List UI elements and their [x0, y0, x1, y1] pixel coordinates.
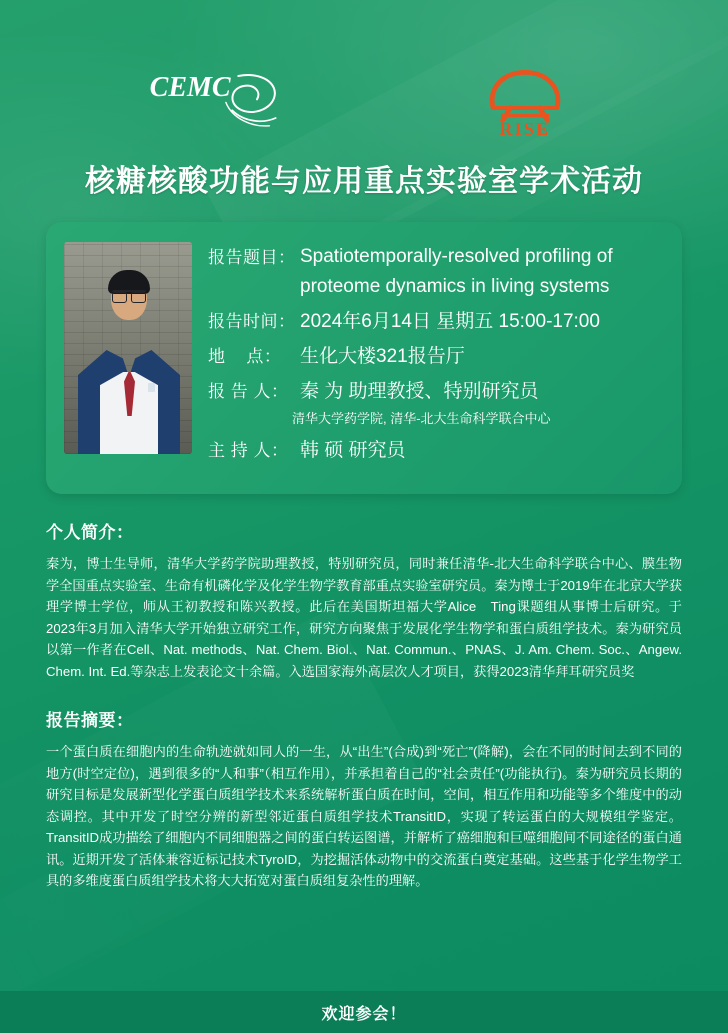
speaker-affiliation: 清华大学药学院, 清华-北大生命科学联合中心: [292, 411, 551, 426]
footer-welcome-text: 欢迎参会！: [321, 1005, 407, 1023]
info-value-speaker: 秦 为 助理教授、特别研究员: [300, 381, 539, 402]
info-value-topic: Spatiotemporally-resolved profiling of proteome dynamics in living systems: [300, 246, 613, 297]
bio-section: [46, 518, 682, 682]
info-row-topic: [208, 242, 664, 302]
event-info-card: [46, 222, 682, 494]
info-row-host: [208, 435, 664, 466]
glasses-icon: [112, 290, 146, 299]
bio-text: 秦为，博士生导师，清华大学药学院助理教授，特别研究员，同时兼任清华-北大生命科学联合中心、膜生物学全国重点实验室、生命有机磷化学及化学生物学教育部重点实验室研究员。秦为博士于2019年在北京大学获理学博士学位，师从王初教授和陈兴教授。此后在美国斯坦福大学Alice Ting课题组从事博士后研究。于2023年3月加入清华大学开始独立研究工作，研究方向聚焦于发展化学生物学和蛋白质组学技术。秦为研究员以第一作者在Cell、Nat. methods、Nat. Chem. Biol.、Nat. Commun.、PNAS、J. Am. Chem. Soc.、Angew. Chem. Int. Ed.等杂志上发表论文十余篇。入选国家海外高层次人才项目，获得2023清华拜耳研究员奖: [46, 556, 682, 679]
info-value-host: 韩 硕 研究员: [300, 440, 406, 461]
abstract-heading: 报告摘要：: [46, 711, 134, 730]
svg-text:CEMC: CEMC: [149, 72, 231, 104]
speaker-portrait: [64, 242, 192, 454]
footer-bar: [0, 991, 728, 1033]
info-row-location: [208, 341, 664, 372]
info-value-time: 2024年6月14日 星期五 15:00-17:00: [300, 311, 600, 332]
cemc-logo: [145, 62, 285, 132]
info-value-location: 生化大楼321报告厅: [300, 346, 465, 367]
rise-logo: [460, 58, 590, 138]
info-label-host: 主 持 人：: [208, 441, 289, 460]
portrait-badge: [148, 383, 155, 392]
info-label-topic: 报告题目：: [208, 248, 296, 267]
event-details: [192, 242, 664, 474]
info-label-location: 地 点：: [208, 347, 282, 366]
info-row-affiliation: [208, 409, 664, 429]
bio-heading: 个人简介：: [46, 523, 134, 542]
abstract-section: [46, 706, 682, 892]
logo-bar: [0, 0, 728, 150]
info-row-speaker: [208, 376, 664, 407]
page-title: 核糖核酸功能与应用重点实验室学术活动: [85, 165, 643, 198]
abstract-text: 一个蛋白质在细胞内的生命轨迹就如同人的一生，从“出生”(合成)到“死亡”(降解)，会在不同的时间去到不同的地方(时空定位)，遇到很多的“人和事”（相互作用），并承担着自己的“社会责任”(功能执行)。秦为研究员长期的研究目标是发展新型化学蛋白质组学技术来系统解析蛋白质在时间，空间，相互作用和功能等多个维度中的动态调控。其中开发了时空分辨的新型邻近蛋白质组学技术TransitID，实现了转运蛋白的大规模组学鉴定。TransitID成功描绘了细胞内不同细胞器之间的蛋白转运图谱，并解析了癌细胞和巨噬细胞间不同途径的蛋白通讯。近期开发了活体兼容近标记技术TyroID，为挖掘活体动物中的交流蛋白奠定基础。这些基于化学生物学工具的多维度蛋白质组学技术将大大拓宽对蛋白质组复杂性的理解。: [46, 744, 682, 888]
info-label-time: 报告时间：: [208, 312, 296, 331]
info-row-time: [208, 306, 664, 337]
info-label-speaker: 报 告 人：: [208, 382, 289, 401]
svg-text:RISE: RISE: [499, 118, 551, 138]
